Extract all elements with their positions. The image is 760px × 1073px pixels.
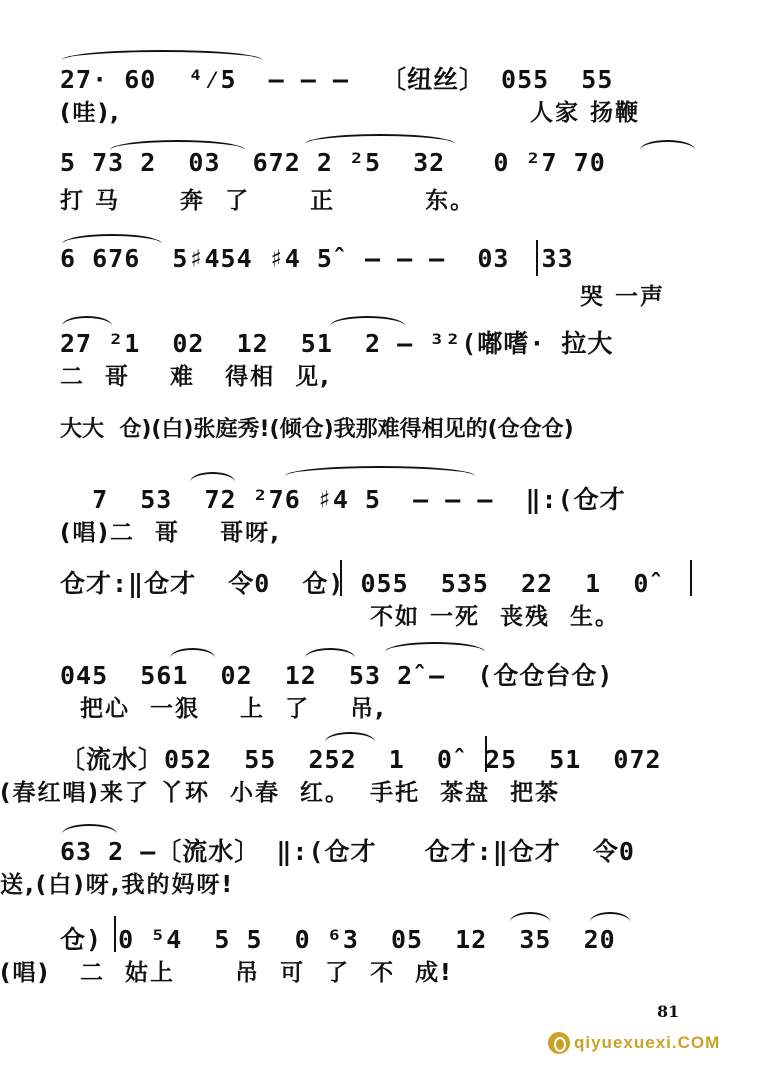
- watermark-logo-icon: [548, 1032, 570, 1054]
- notation-line: 〔流水〕052 55 252 1 0̂ 25 51 072: [60, 745, 662, 774]
- lyric-line-right: 人家 扬鞭: [530, 100, 641, 126]
- watermark: [548, 1032, 720, 1054]
- notation-line: 27· 60 ⁴⁄5 — — — 〔纽丝〕 055 55: [60, 65, 614, 94]
- lyric-line: 二 哥 难 得相 见,: [60, 364, 331, 390]
- notation-line: 27 ²1 02 12 51 2 — ³²(嘟嗜· 拉大: [60, 329, 614, 358]
- notation-line: 7 53 72 ²76 ♯4 5 — — — ‖:(仓才: [60, 485, 626, 514]
- spoken-text-line: 大大 仓)(白)张庭秀!(倾仓)我那难得相见的(仓仓仓): [60, 417, 574, 442]
- slur: [62, 234, 162, 244]
- notation-line: 仓) 0 ⁵4 5 5 0 ⁶3 05 12 35 20: [60, 925, 616, 954]
- slur: [305, 134, 455, 144]
- notation-line: 5 73 2 03 672 2 ²5 32 0 ²7 70: [60, 148, 606, 177]
- slur: [385, 642, 485, 652]
- lyric-line-right: 不如 一死 丧残 生。: [370, 604, 621, 630]
- lyric-line: (唱) 二 姑上 吊 可 了 不 成!: [0, 960, 453, 986]
- slur: [285, 466, 475, 476]
- lyric-line-right: 哭 一声: [580, 284, 666, 310]
- notation-line: 63 2 —〔流水〕 ‖:(仓才 仓才:‖仓才 令0: [60, 837, 635, 866]
- lyric-line: 送,(白)呀,我的妈呀!: [0, 872, 234, 898]
- watermark-text: qiyuexuexi.COM: [574, 1033, 721, 1052]
- slur: [62, 50, 262, 60]
- lyric-line: 打 马 奔 了 正 东。: [60, 188, 476, 214]
- page-number: 81: [657, 1002, 680, 1021]
- lyric-line: (唱)二 哥 哥呀,: [60, 520, 281, 546]
- notation-line: 6 676 5♯454 ♯4 5̂ — — — 03 33: [60, 244, 574, 273]
- notation-line: 仓才:‖仓才 令0 仓) 055 535 22 1 0̂: [60, 569, 650, 598]
- notation-line: 045 561 02 12 53 2̂ — (仓仓台仓): [60, 661, 614, 690]
- lyric-line: 把心 一狠 上 了 吊,: [60, 696, 386, 722]
- lyric-line: (哇),: [60, 100, 121, 126]
- lyric-line: (春红唱)来了 丫环 小春 红。 手托 茶盘 把茶: [0, 780, 561, 806]
